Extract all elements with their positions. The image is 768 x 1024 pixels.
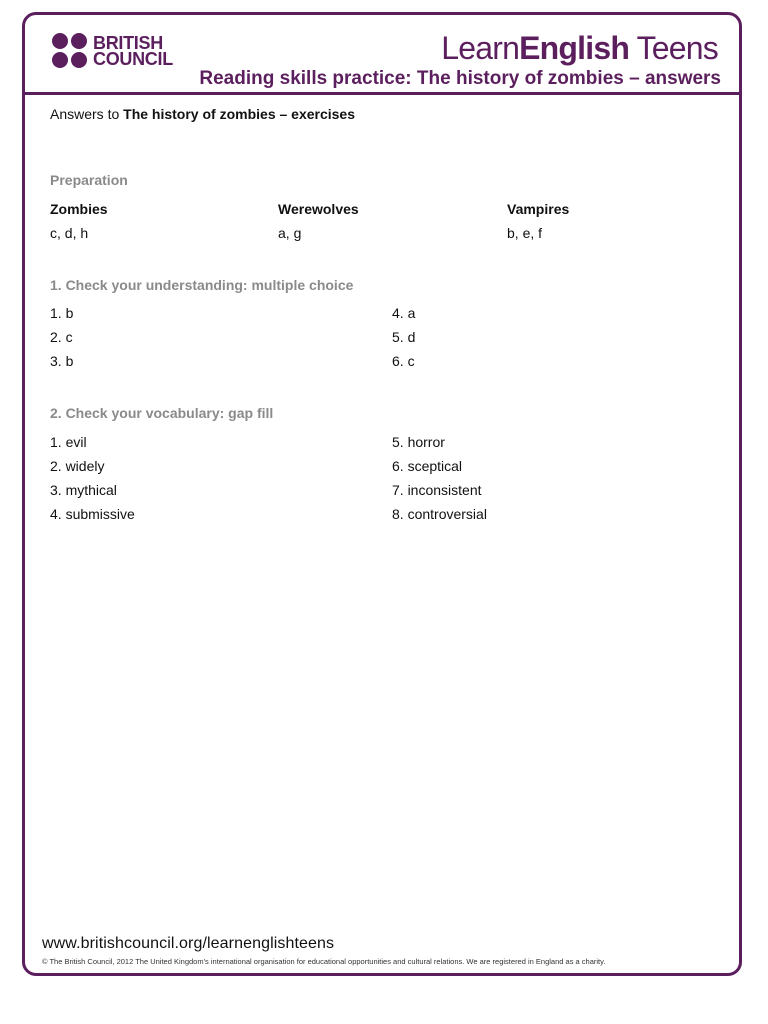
answer-item: 6. c <box>392 353 415 369</box>
zombies-heading: Zombies <box>50 201 108 217</box>
footer-url-link[interactable]: www.britishcouncil.org/learnenglishteens <box>42 935 335 952</box>
answer-item: 6. sceptical <box>392 458 463 474</box>
page-frame <box>22 12 742 976</box>
section1-heading: 1. Check your understanding: multiple choice <box>50 277 354 293</box>
answer-item: 1. b <box>50 305 74 321</box>
answer-item: 3. mythical <box>50 482 117 498</box>
answer-item: 5. d <box>392 329 416 345</box>
answer-item: 3. b <box>50 353 74 369</box>
header-divider <box>22 92 742 95</box>
brand-teens: Teens <box>629 30 718 66</box>
answer-item: 4. submissive <box>50 506 135 522</box>
brand-english: English <box>519 30 630 66</box>
answer-item: 7. inconsistent <box>392 482 482 498</box>
vampires-heading: Vampires <box>507 201 570 217</box>
answer-item: 2. c <box>50 329 73 345</box>
learnenglish-teens-brand <box>441 30 718 67</box>
werewolves-heading: Werewolves <box>278 201 359 217</box>
answer-item: 5. horror <box>392 434 445 450</box>
vampires-answer: b, e, f <box>507 225 543 241</box>
preparation-heading: Preparation <box>50 172 128 188</box>
page-title: Reading skills practice: The history of zombies – answers <box>199 68 721 89</box>
logo-dots-icon <box>52 33 87 68</box>
answer-item: 4. a <box>392 305 416 321</box>
brand-learn: Learn <box>441 30 520 66</box>
answer-item: 2. widely <box>50 458 105 474</box>
answer-item: 8. controversial <box>392 506 487 522</box>
zombies-answer: c, d, h <box>50 225 89 241</box>
intro-exercise-link: The history of zombies – exercises <box>123 106 356 122</box>
british-council-logo <box>52 33 173 68</box>
logo-line-2: COUNCIL <box>93 48 173 69</box>
answer-item: 1. evil <box>50 434 87 450</box>
section2-heading: 2. Check your vocabulary: gap fill <box>50 405 274 421</box>
werewolves-answer: a, g <box>278 225 302 241</box>
intro-line <box>50 106 355 122</box>
footer-copyright: © The British Council, 2012 The United Kingdom's international organisation for educational opportunities and cultural relations. We are registered in England as a charity. <box>42 957 606 966</box>
logo-line-1: BRITISH <box>93 32 163 53</box>
intro-prefix: Answers to <box>50 106 124 122</box>
